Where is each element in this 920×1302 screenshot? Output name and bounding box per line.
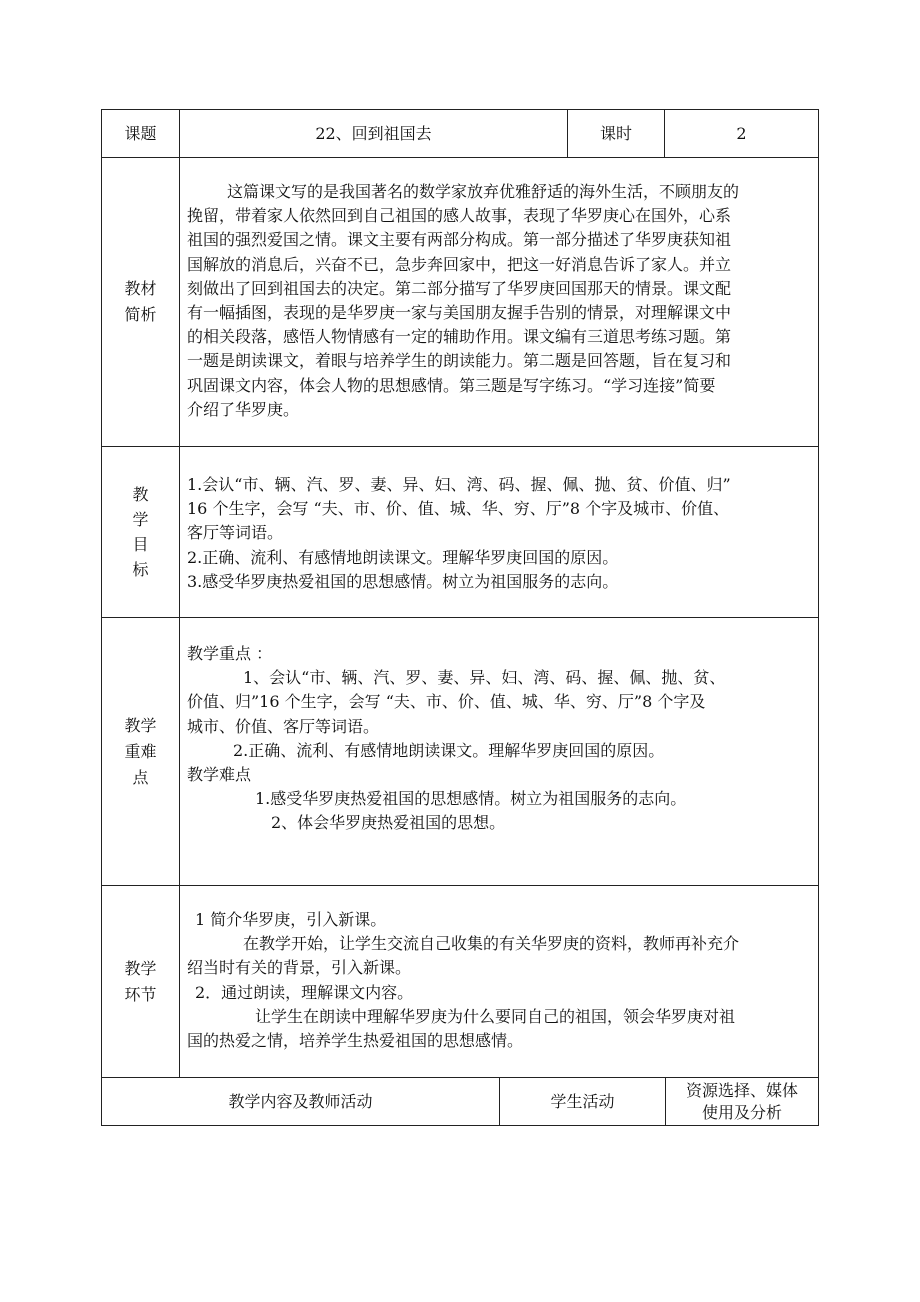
row-divider [101,885,819,886]
key-point-line: 1.感受华罗庚热爱祖国的思想感情。树立为祖国服务的志向。 [255,789,687,809]
period-label-text: 课时 [599,123,632,143]
steps-label-line: 教学 [124,958,157,978]
key-points-content [187,642,817,872]
step-line: 绍当时有关的背景，引入新课。 [187,958,412,978]
analysis-line: 国解放的消息后，兴奋不已，急步奔回家中，把这一好消息告诉了家人。并立 [187,254,732,274]
analysis-line: 介绍了华罗庚。 [187,399,300,419]
key-point-line: 价值、归”16 个生字，会写 “夫、市、价、值、城、华、穷、厅”8 个字及 [187,692,706,712]
step-line: 在教学开始，让学生交流自己收集的有关华罗庚的资料，教师再补充介 [243,934,740,954]
key-point-line: 2.正确、流利、有感情地朗读课文。理解华罗庚回国的原因。 [233,740,665,760]
key-point-line: 1、会认“市、辆、汽、罗、妻、异、妇、湾、码、握、佩、抛、贫、 [243,668,726,688]
analysis-line: 祖国的强烈爱国之情。课文主要有两部分构成。第一部分描述了华罗庚获知祖 [187,230,732,250]
analysis-line: 一题是朗读课文，着眼与培养学生的朗读能力。第二题是回答题，旨在复习和 [187,351,732,371]
analysis-content [187,180,817,430]
label-column-divider [179,109,180,1077]
row-divider [101,157,819,158]
step-line: 1 简介华罗庚，引入新课。 [195,910,387,929]
analysis-line: 这篇课文写的是我国著名的数学家放弃优雅舒适的海外生活，不顾朋友的 [227,182,740,201]
period-label [568,110,664,157]
analysis-label-line: 教材 [124,279,157,298]
analysis-line: 的相关段落，感悟人物情感有一定的辅助作用。课文编有三道思考练习题。第 [187,327,732,347]
objective-line: 2.正确、流利、有感情地朗读课文。理解华罗庚回国的原因。 [187,547,619,567]
objectives-label-line: 学 [132,510,149,529]
footer-teacher-activity-text: 教学内容及教师活动 [228,1091,373,1111]
objectives-label-line: 教 [132,485,149,504]
objectives-content [187,473,817,603]
key-point-line: 2、体会华罗庚热爱祖国的思想。 [271,813,506,833]
objectives-label-line: 目 [132,535,149,554]
analysis-label-line: 简析 [124,305,157,324]
steps-content [187,908,817,1058]
footer-teacher-activity [102,1078,499,1125]
analysis-line: 有一幅插图，表现的是华罗庚一家与美国朋友握手告别的情景，对理解课文中 [187,303,732,323]
footer-resources-line: 使用及分析 [701,1102,782,1122]
topic-value [180,110,567,157]
steps-label [102,886,179,1077]
topic-label-text: 课题 [124,123,157,143]
analysis-line: 巩固课文内容，体会人物的思想感情。第三题是写字练习。“学习连接”简要 [187,375,716,395]
objectives-label [102,447,179,617]
analysis-line: 刻做出了回到祖国去的决定。第二部分描写了华罗庚回国那天的情景。课文配 [187,278,732,298]
key-point-line: 教学难点 [187,765,252,785]
objective-line: 1.会认“市、辆、汽、罗、妻、异、妇、湾、码、握、佩、抛、贫、价值、归” [187,475,731,494]
period-value-text: 2 [736,123,747,143]
objective-line: 16 个生字，会写 “夫、市、价、值、城、华、穷、厅”8 个字及城市、价值、 [187,499,730,519]
step-line: 2．通过朗读，理解课文内容。 [195,982,414,1002]
analysis-line: 挽留，带着家人依然回到自己祖国的感人故事，表现了华罗庚心在国外，心系 [187,206,732,226]
row-divider [101,617,819,618]
footer-student-activity-text: 学生活动 [550,1091,615,1111]
key-points-label [102,618,179,885]
row-divider [101,446,819,447]
topic-value-text: 22、回到祖国去 [315,123,432,143]
objectives-label-line: 标 [132,560,149,579]
key-points-label-line: 点 [132,767,149,787]
key-point-line: 城市、价值、客厅等词语。 [187,716,380,736]
steps-label-line: 环节 [124,984,157,1004]
step-line: 国的热爱之情，培养学生热爱祖国的思想感情。 [187,1031,524,1051]
key-point-line: 教学重点 ： [187,644,273,663]
step-line: 让学生在朗读中理解华罗庚为什么要同自己的祖国，领会华罗庚对祖 [255,1006,736,1026]
footer-resources [666,1078,818,1125]
period-value [665,110,818,157]
footer-resources-line: 资源选择、媒体 [685,1080,798,1100]
objective-line: 客厅等词语。 [187,523,284,543]
key-points-label-line: 教学 [124,715,157,735]
analysis-label [102,158,179,446]
objective-line: 3.感受华罗庚热爱祖国的思想感情。树立为祖国服务的志向。 [187,571,619,591]
footer-student-activity [500,1078,665,1125]
topic-label [102,110,179,157]
key-points-label-line: 重难 [124,741,157,761]
